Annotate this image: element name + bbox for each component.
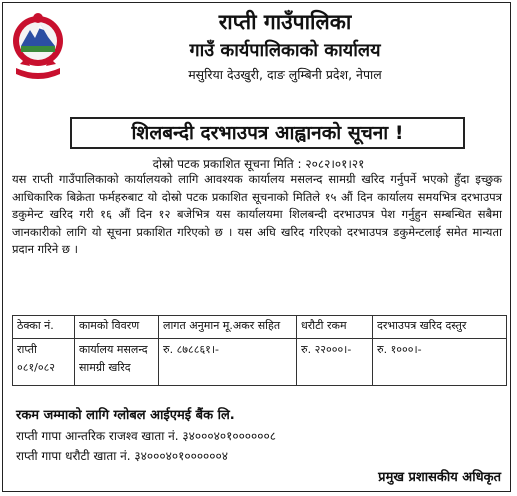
header-deposit-amount: धरौटी रकम: [297, 316, 373, 339]
bank-line: रकम जम्माको लागि ग्लोबल आईएमई बैंक लि.: [16, 408, 235, 423]
nepal-government-emblem-icon: [8, 8, 68, 82]
cell-bid-fee: रु. १०००।-: [373, 339, 507, 386]
office-address: मसुरिया देउखुरी, दाङ लुम्बिनी प्रदेश, नेपाल: [188, 67, 382, 82]
signatory: प्रमुख प्रशासकीय अधिकृत: [378, 470, 501, 485]
cell-cost-estimate: रु. ८७८८६१।-: [159, 339, 297, 386]
notice-body: यस राप्ती गाउँपालिकाको कार्यालयको लागि आवश्यक कार्यालय मसलन्द सामग्री खरिद गर्नुपर्ने भएको हुँदा इच्छुक आधिकारिक बिक्रेता फर्महरुबाट यो दोस्रो पटक प्रकाशित सूचनाको मितिले १५ औं दिन कार्यालय समयभित्र दरभाउपत्र डकुमेन्ट खरिद गरी १६ औं दिन १२ बजेभित्र यस कार्यालयमा शिलबन्दी दरभाउपत्र पेश गर्नुहुन सम्बन्धित सबैमा जानकारीको लागि यो सूचना प्रकाशित गरिएको छ । यस अघि खरिद गरिएको दरभाउपत्र डकुमेन्टलाई समेत मान्यता प्रदान गरिने छ ।: [12, 172, 502, 257]
bid-table: [12, 315, 507, 386]
revenue-account: राप्ती गापा आन्तरिक राजश्व खाता नं. ३४०००४०१००००००८: [16, 429, 277, 443]
header-cost-estimate: लागत अनुमान मू.अकर सहित: [159, 316, 297, 339]
deposit-account: राप्ती गापा धरौटी खाता नं. ३४०००४०१००००००४: [16, 449, 229, 463]
office-name: गाउँ कार्यपालिकाको कार्यालय: [189, 40, 381, 61]
header-contract-no: ठेक्का नं.: [13, 316, 75, 339]
table-row: [13, 339, 507, 386]
header-work-description: कामको विवरण: [75, 316, 159, 339]
header-bid-fee: दरभाउपत्र खरिद दस्तुर: [373, 316, 507, 339]
cell-deposit-amount: रु. २२०००।-: [297, 339, 373, 386]
municipality-name: राप्ती गाउँपालिका: [218, 10, 352, 34]
table-header-row: [13, 316, 507, 339]
cell-work-description: कार्यालय मसलन्द सामग्री खरिद: [75, 339, 159, 386]
notice-title: शिलबन्दी दरभाउपत्र आह्वानको सूचना !: [70, 117, 465, 149]
cell-contract-no: राप्ती ०८१/०८२: [13, 339, 75, 386]
publication-date: दोस्रो पटक प्रकाशित सूचना मिति : २०८२।०१।२१: [152, 157, 365, 171]
